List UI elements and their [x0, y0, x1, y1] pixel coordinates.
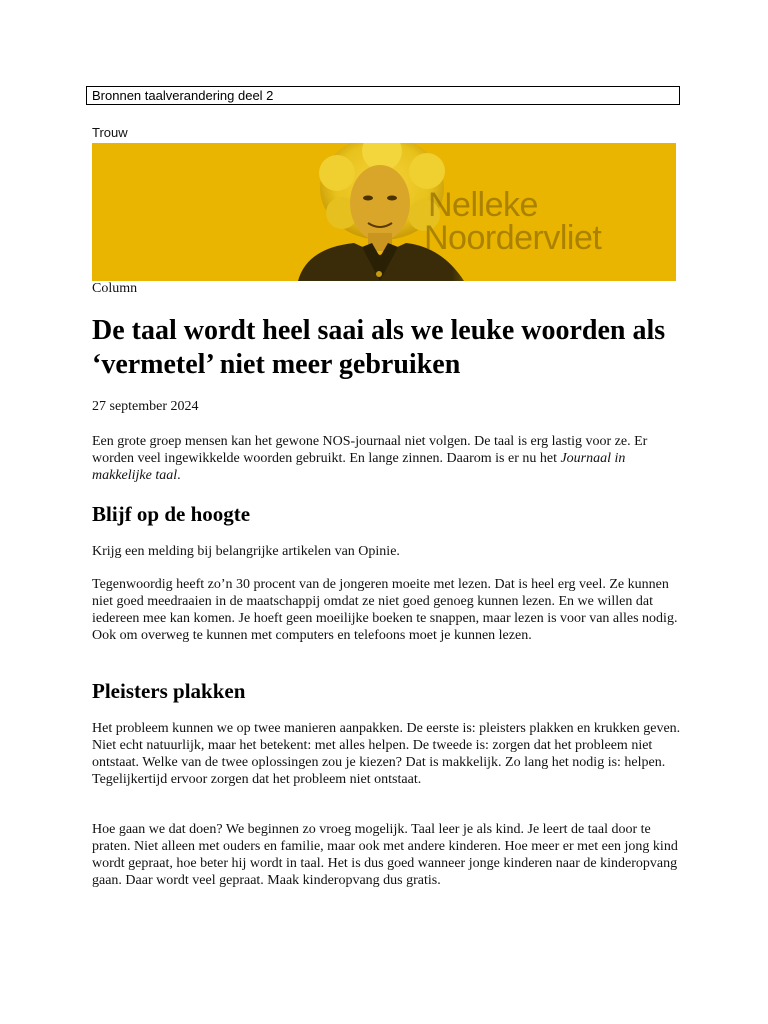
author-portrait	[92, 143, 676, 281]
promo-text: Krijg een melding bij belangrijke artikelen van Opinie.	[92, 544, 400, 559]
intro-paragraph	[92, 433, 682, 484]
banner-first-name: Nelleke	[428, 186, 538, 224]
header-box: Bronnen taalverandering deel 2	[86, 86, 680, 105]
intro-end: .	[177, 468, 181, 483]
promo-heading: Blijf op de hoogte	[92, 502, 251, 526]
banner-last-name: Noordervliet	[424, 219, 602, 257]
intro-italic-link: Journaal in makkelijke taal	[92, 451, 626, 483]
paragraph-2: Tegenwoordig heeft zo’n 30 procent van de jongeren moeite met lezen. Dat is heel erg veel. Ze kunnen niet goed meedraaien in de maatschappij omdat ze niet goed genoeg kunnen lezen. En we willen dat iedereen mee kan komen. Je hoeft geen moeilijke boeken te snappen, maar lezen is voor van alles nodig. Ook om overweg te kunnen met computers en telefoons moet je kunnen lezen.	[92, 577, 678, 643]
source-label: Trouw	[92, 125, 128, 140]
column-kicker: Column	[92, 281, 138, 296]
section-2-paragraph-2: Hoe gaan we dat doen? We beginnen zo vroeg mogelijk. Taal leer je als kind. Je leert de taal door te praten. Niet alleen met ouders en familie, maar ook met andere kinderen. Hoe meer er met een jong kind wordt gepraat, hoe beter hij wordt in taal. Het is dus goed wanneer jonge kinderen naar de kinderopvang gaan. Daar wordt veel gepraat. Maak kinderopvang dus gratis.	[92, 822, 678, 888]
section-2-paragraph-1: Het probleem kunnen we op twee manieren aanpakken. De eerste is: pleisters plakken en krukken geven. Niet echt natuurlijk, maar het betekent: met alles helpen. De tweede is: zorgen dat het probleem niet ontstaat. Welke van de twee oplossingen zou je kiezen? Dat is makkelijk. Zo lang het nodig is: helpen. Tegelijkertijd ervoor zorgen dat het probleem niet ontstaat.	[92, 721, 681, 787]
article-headline: De taal wordt heel saai als we leuke woorden als ‘vermetel’ niet meer gebruiken	[92, 315, 666, 380]
column-banner	[92, 143, 676, 281]
section-2-heading: Pleisters plakken	[92, 679, 246, 703]
intro-text: Een grote groep mensen kan het gewone NOS-journaal niet volgen. De taal is erg lastig voor ze. Er worden veel ingewikkelde woorden gebruikt. En lange zinnen. Daarom is er nu het	[92, 434, 648, 466]
article-date: 27 september 2024	[92, 399, 199, 414]
